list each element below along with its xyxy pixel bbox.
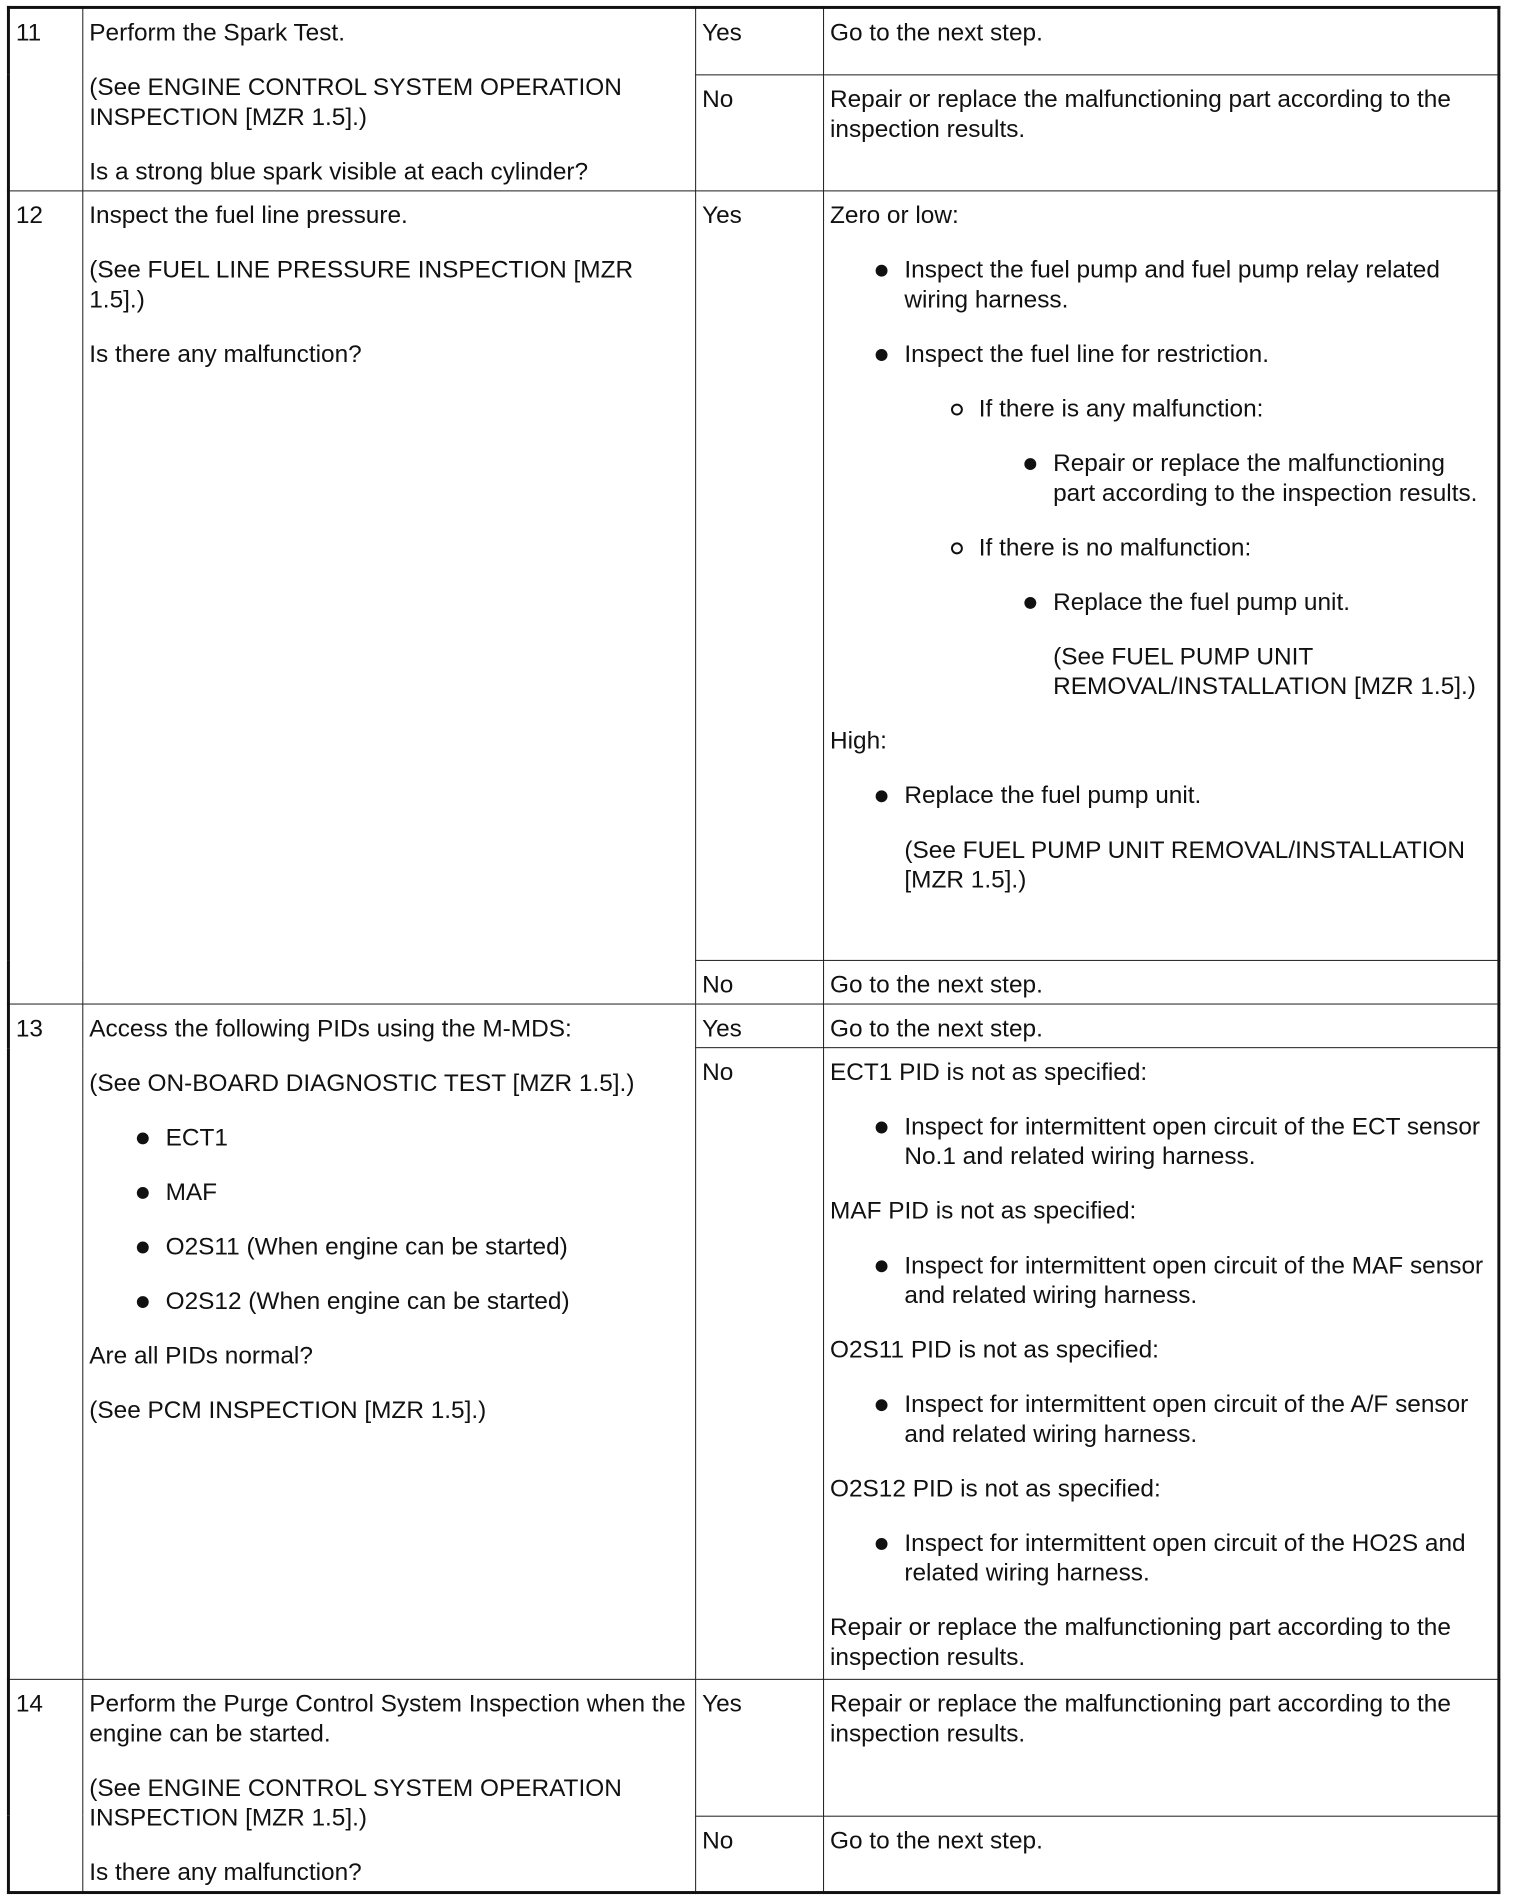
step-13-yes-row [8,1004,1498,1048]
bullet-icon [876,1260,888,1272]
step-description [83,7,696,190]
bullet-icon [876,265,888,277]
list-item: Inspect the fuel pump and fuel pump relay related wiring harness. [830,256,1491,315]
answer-no: No [696,960,824,1004]
question-text: Is there any malfunction? [89,341,362,368]
step-text: Access the following PIDs using the M-MDS: [89,1015,572,1043]
bullet-icon [876,1538,888,1550]
action-text: Go to the next step. [824,1816,1499,1893]
reference-text: (See ON-BOARD DIAGNOSTIC TEST [MZR 1.5].) [89,1069,635,1097]
bullet-icon [137,1296,149,1308]
condition-heading: O2S12 PID is not as specified: [830,1475,1161,1503]
answer-no: No [696,75,824,191]
condition-heading: High: [830,727,887,755]
bullet-icon [137,1187,149,1199]
diagnostic-procedure-table [7,6,1500,1894]
step-number: 14 [8,1679,82,1892]
condition-heading: O2S11 PID is not as specified: [830,1336,1159,1364]
bullet-icon [876,790,888,802]
answer-yes: Yes [696,1679,824,1815]
answer-no: No [696,1816,824,1893]
list-item: Repair or replace the malfunctioning part according to the inspection results. [830,449,1491,508]
condition-heading: Zero or low: [830,202,959,230]
step-description [83,191,696,1004]
condition-heading: MAF PID is not as specified: [830,1197,1137,1225]
action-cell [824,1048,1499,1680]
question-text: Is a strong blue spark visible at each cylinder? [89,158,589,186]
answer-yes: Yes [696,1004,824,1048]
reference-text: (See FUEL LINE PRESSURE INSPECTION [MZR 1.5].) [89,256,634,314]
bullet-icon [137,1132,149,1144]
list-item: Inspect for intermittent open circuit of the A/F sensor and related wiring harness. [830,1390,1491,1449]
action-cell [824,191,1499,961]
action-text: Go to the next step. [824,1004,1499,1048]
list-item: Inspect the fuel line for restriction. [830,340,1491,370]
step-text: Perform the Spark Test. [89,19,345,47]
bullet-icon [876,1399,888,1411]
step-number: 13 [8,1004,82,1679]
list-item: Inspect for intermittent open circuit of the HO2S and related wiring harness. [830,1529,1491,1588]
condition-heading: ECT1 PID is not as specified: [830,1059,1148,1086]
answer-yes: Yes [696,191,824,961]
list-item: Inspect for intermittent open circuit of the MAF sensor and related wiring harness. [830,1251,1491,1310]
step-text: Perform the Purge Control System Inspection when the engine can be started. [89,1690,686,1748]
question-text: Is there any malfunction? [89,1859,362,1887]
reference-text: (See ENGINE CONTROL SYSTEM OPERATION INSPECTION [MZR 1.5].) [89,1775,622,1832]
list-item: Replace the fuel pump unit. (See FUEL PUMP UNIT REMOVAL/INSTALLATION [MZR 1.5].) [830,781,1491,895]
step-14-yes-row [8,1679,1498,1815]
step-description [83,1679,696,1892]
list-item: Inspect for intermittent open circuit of the ECT sensor No.1 and related wiring harness. [830,1113,1491,1172]
bullet-icon [1024,597,1036,609]
bullet-icon [137,1242,149,1254]
bullet-icon [1024,458,1036,470]
step-number: 12 [8,191,82,1004]
bullet-icon [876,349,888,361]
list-item: O2S12 (When engine can be started) [89,1287,689,1317]
reference-text: (See FUEL PUMP UNIT REMOVAL/INSTALLATION [MZR 1.5].) [1053,643,1476,701]
action-text: Repair or replace the malfunctioning part according to the inspection results. [824,1679,1499,1815]
step-description [83,1004,696,1679]
hollow-bullet-icon [951,404,963,416]
list-item: O2S11 (When engine can be started) [89,1233,689,1263]
list-item: MAF [89,1178,689,1208]
reference-text: (See ENGINE CONTROL SYSTEM OPERATION INSPECTION [MZR 1.5].) [89,74,622,131]
reference-text: (See PCM INSPECTION [MZR 1.5].) [89,1397,487,1424]
step-12-yes-row [8,191,1498,961]
action-text: Repair or replace the malfunctioning part according to the inspection results. [830,1614,1451,1671]
question-text: Are all PIDs normal? [89,1342,313,1370]
bullet-icon [876,1122,888,1134]
reference-text: (See FUEL PUMP UNIT REMOVAL/INSTALLATION [MZR 1.5].) [904,836,1465,894]
list-item: Replace the fuel pump unit. (See FUEL PUMP UNIT REMOVAL/INSTALLATION [MZR 1.5].) [830,588,1491,702]
answer-no: No [696,1048,824,1680]
list-item: If there is any malfunction: [830,395,1491,425]
step-number: 11 [8,7,82,190]
action-text: Go to the next step. [824,960,1499,1004]
hollow-bullet-icon [951,542,963,554]
answer-yes: Yes [696,7,824,74]
step-11-yes-row [8,7,1498,74]
list-item: If there is no malfunction: [830,534,1491,564]
step-text: Inspect the fuel line pressure. [89,202,408,230]
list-item: ECT1 [89,1124,689,1154]
action-text: Go to the next step. [824,7,1499,74]
action-text: Repair or replace the malfunctioning part according to the inspection results. [824,75,1499,191]
